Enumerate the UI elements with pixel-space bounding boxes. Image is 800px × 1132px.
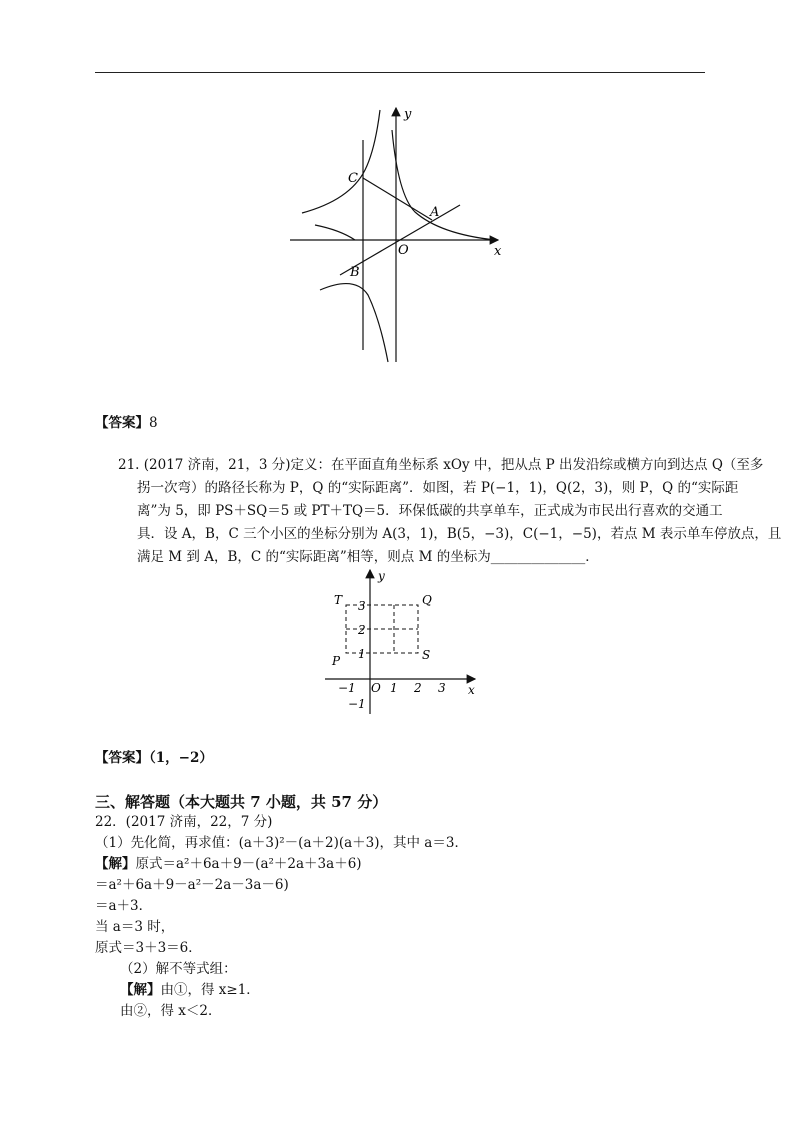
line-ca	[363, 178, 432, 220]
q22-part-1: （1）先化简，再求值：(a＋3)²－(a＋2)(a＋3)，其中 a＝3．	[95, 835, 468, 851]
hyperbola-branch-right	[392, 130, 495, 240]
solution-label: 【解】	[120, 982, 161, 998]
tick-y-2: 2	[358, 623, 366, 637]
hyperbola-branch-lower	[320, 284, 388, 362]
label-A: A	[430, 205, 440, 220]
tick-y-3: 3	[358, 599, 366, 613]
hyperbola-figure	[280, 100, 510, 370]
grid-figure	[320, 566, 480, 716]
q22-header: 22．(2017 济南，22，7 分)	[95, 814, 273, 830]
label-S: S	[422, 648, 431, 662]
answer-label: 【答案】	[95, 750, 149, 766]
tick-x-minus-1: −1	[338, 681, 356, 695]
solution-label: 【解】	[95, 856, 136, 872]
label-O: O	[371, 681, 381, 695]
q22-solution-line-1	[95, 855, 362, 873]
q22-solution-line-2: ＝a²＋6a＋9－a²－2a－3a－6)	[95, 877, 289, 893]
q22-solution-line-5: 原式＝3＋3＝6．	[95, 940, 202, 956]
tick-x-2: 2	[414, 681, 422, 695]
label-B: B	[350, 265, 360, 280]
q22-solution-line-4: 当 a＝3 时，	[95, 919, 175, 935]
hyperbola-branch-left	[302, 110, 380, 213]
answer-1	[95, 414, 158, 432]
label-O: O	[398, 243, 409, 258]
section-heading: 三、解答题（本大题共 7 小题，共 57 分）	[95, 793, 388, 811]
q21-line-2: 拐一次弯）的路径长称为 P，Q 的“实际距离”．如图，若 P(−1，1)，Q(2，3)，则 P，Q 的“实际距	[137, 480, 739, 496]
answer-value: （1，−2）	[149, 750, 213, 766]
label-y: y	[404, 107, 412, 122]
q22-part-2: （2）解不等式组：	[120, 961, 237, 977]
label-P: P	[332, 654, 341, 668]
label-Q: Q	[422, 593, 432, 607]
tick-y-1: 1	[358, 647, 366, 661]
answer-value: 8	[149, 415, 158, 431]
solution-text: 原式＝a²＋6a＋9－(a²＋2a＋3a＋6)	[135, 856, 362, 872]
q21-line-5: 满足 M 到 A，B，C 的“实际距离”相等，则点 M 的坐标为______________．	[137, 549, 599, 565]
header-rule	[95, 72, 705, 73]
label-C: C	[348, 171, 358, 186]
solution-text: 由①，得 x≥1．	[160, 982, 260, 998]
answer-label: 【答案】	[95, 415, 149, 431]
q22-solution-line-7: 由②，得 x＜2．	[120, 1003, 222, 1019]
answer-2	[95, 749, 213, 767]
label-y: y	[378, 569, 385, 583]
q22-solution-line-6	[120, 981, 260, 999]
label-T: T	[334, 593, 343, 607]
tick-y-minus-1: −1	[348, 697, 366, 711]
hyperbola-branch-lower-left	[315, 225, 355, 240]
label-x: x	[468, 683, 475, 697]
tick-x-3: 3	[438, 681, 446, 695]
q22-solution-line-3: ＝a＋3．	[95, 898, 153, 914]
q21-line-3: 离”为 5，即 PS＋SQ＝5 或 PT＋TQ＝5．环保低碳的共享单车，正式成为市民出行喜欢的交通工	[137, 503, 723, 519]
q21-line-4: 具．设 A，B，C 三个小区的坐标分别为 A(3，1)，B(5，−3)，C(−1，−5)，若点 M 表示单车停放点，且	[137, 526, 782, 542]
tick-x-1: 1	[390, 681, 398, 695]
label-x: x	[494, 244, 502, 259]
q21-line-1: 21. (2017 济南，21，3 分)定义：在平面直角坐标系 xOy 中，把从点 P 出发沿综或横方向到达点 Q（至多	[118, 457, 764, 473]
